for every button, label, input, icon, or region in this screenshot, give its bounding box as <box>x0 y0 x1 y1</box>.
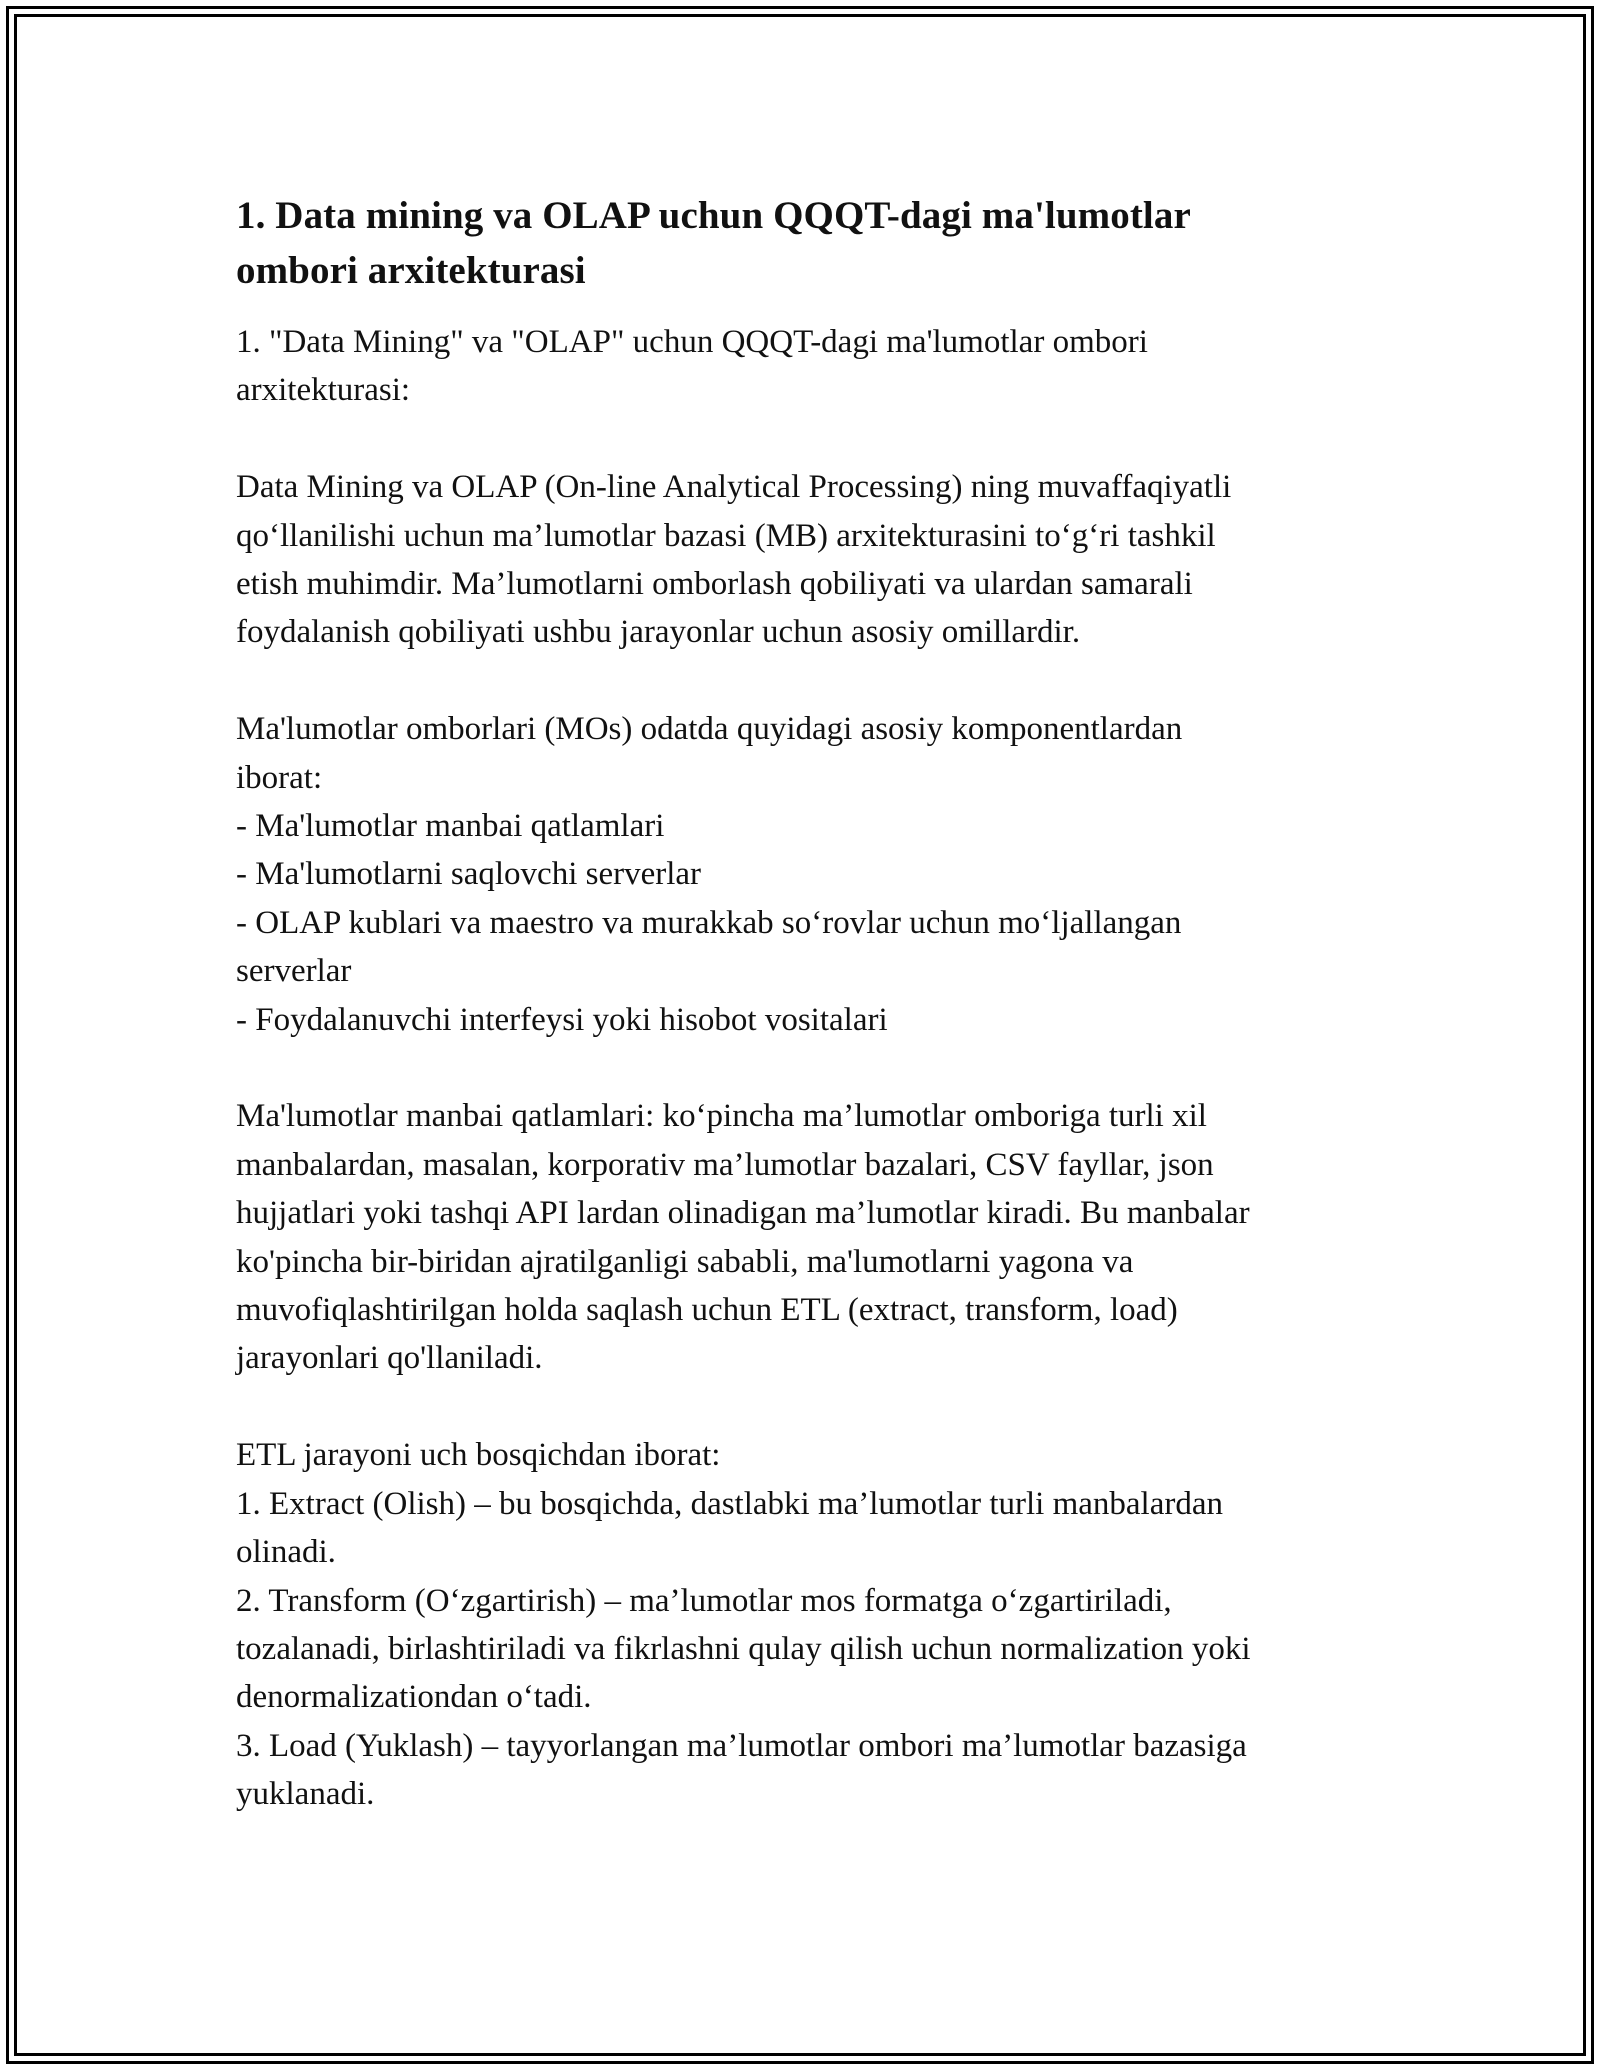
text-line: muvofiqlashtirilgan holda saqlash uchun ETL (extract, transform, load) <box>236 1292 1178 1329</box>
paragraph-etl-steps <box>236 1431 1366 1818</box>
text-line: ko'pincha bir-biridan ajratilganligi sababli, ma'lumotlarni yagona va <box>236 1243 1134 1280</box>
list-item: - Foydalanuvchi interfeysi yoki hisobot vositalari <box>236 1001 888 1038</box>
list-item: olinadi. <box>236 1534 336 1571</box>
text-line: hujjatlari yoki tashqi API lardan olinadigan ma’lumotlar kiradi. Bu manbalar <box>236 1195 1250 1232</box>
title-line: 1. Data mining va OLAP uchun QQQT-dagi ma'lumotlar <box>236 194 1191 237</box>
text-line: etish muhimdir. Ma’lumotlarni omborlash qobiliyati va ulardan samarali <box>236 566 1193 603</box>
paragraph-overview <box>236 463 1366 657</box>
text-line: jarayonlari qo'llaniladi. <box>236 1340 543 1377</box>
text-line: ETL jarayoni uch bosqichdan iborat: <box>236 1437 721 1474</box>
document-title <box>236 188 1366 298</box>
text-line: arxitekturasi: <box>236 372 411 409</box>
text-line: Ma'lumotlar manbai qatlamlari: ko‘pincha ma’lumotlar omboriga turli xil <box>236 1098 1207 1135</box>
list-item: - OLAP kublari va maestro va murakkab so‘rovlar uchun mo‘ljallangan <box>236 904 1182 941</box>
list-item: yuklanadi. <box>236 1776 375 1813</box>
list-item: 3. Load (Yuklash) – tayyorlangan ma’lumotlar ombori ma’lumotlar bazasiga <box>236 1727 1247 1764</box>
text-line: iborat: <box>236 759 323 796</box>
title-line: ombori arxitekturasi <box>236 249 586 292</box>
text-line: qo‘llanilishi uchun ma’lumotlar bazasi (MB) arxitekturasini to‘g‘ri tashkil <box>236 517 1216 554</box>
text-line: manbalardan, masalan, korporativ ma’lumotlar bazalari, CSV fayllar, json <box>236 1146 1214 1183</box>
text-line: Data Mining va OLAP (On-line Analytical Processing) ning muvaffaqiyatli <box>236 469 1232 506</box>
list-item: - Ma'lumotlar manbai qatlamlari <box>236 808 665 845</box>
text-line: Ma'lumotlar omborlari (MOs) odatda quyidagi asosiy komponentlardan <box>236 711 1183 748</box>
paragraph-data-sources <box>236 1092 1366 1382</box>
paragraph-components-list <box>236 705 1366 1044</box>
list-item: serverlar <box>236 953 352 990</box>
list-item: tozalanadi, birlashtiriladi va fikrlashni qulay qilish uchun normalization yoki <box>236 1630 1251 1667</box>
list-item: 2. Transform (O‘zgartirish) – ma’lumotlar mos formatga o‘zgartiriladi, <box>236 1582 1172 1619</box>
text-line: 1. "Data Mining" va "OLAP" uchun QQQT-dagi ma'lumotlar ombori <box>236 324 1148 360</box>
list-item: - Ma'lumotlarni saqlovchi serverlar <box>236 856 702 893</box>
list-item: 1. Extract (Olish) – bu bosqichda, dastlabki ma’lumotlar turli manbalardan <box>236 1485 1223 1522</box>
text-line: foydalanish qobiliyati ushbu jarayonlar uchun asosiy omillardir. <box>236 614 1081 651</box>
paragraph-intro-heading <box>236 318 1366 415</box>
document-body <box>236 188 1366 1819</box>
list-item: denormalizationdan o‘tadi. <box>236 1679 592 1716</box>
